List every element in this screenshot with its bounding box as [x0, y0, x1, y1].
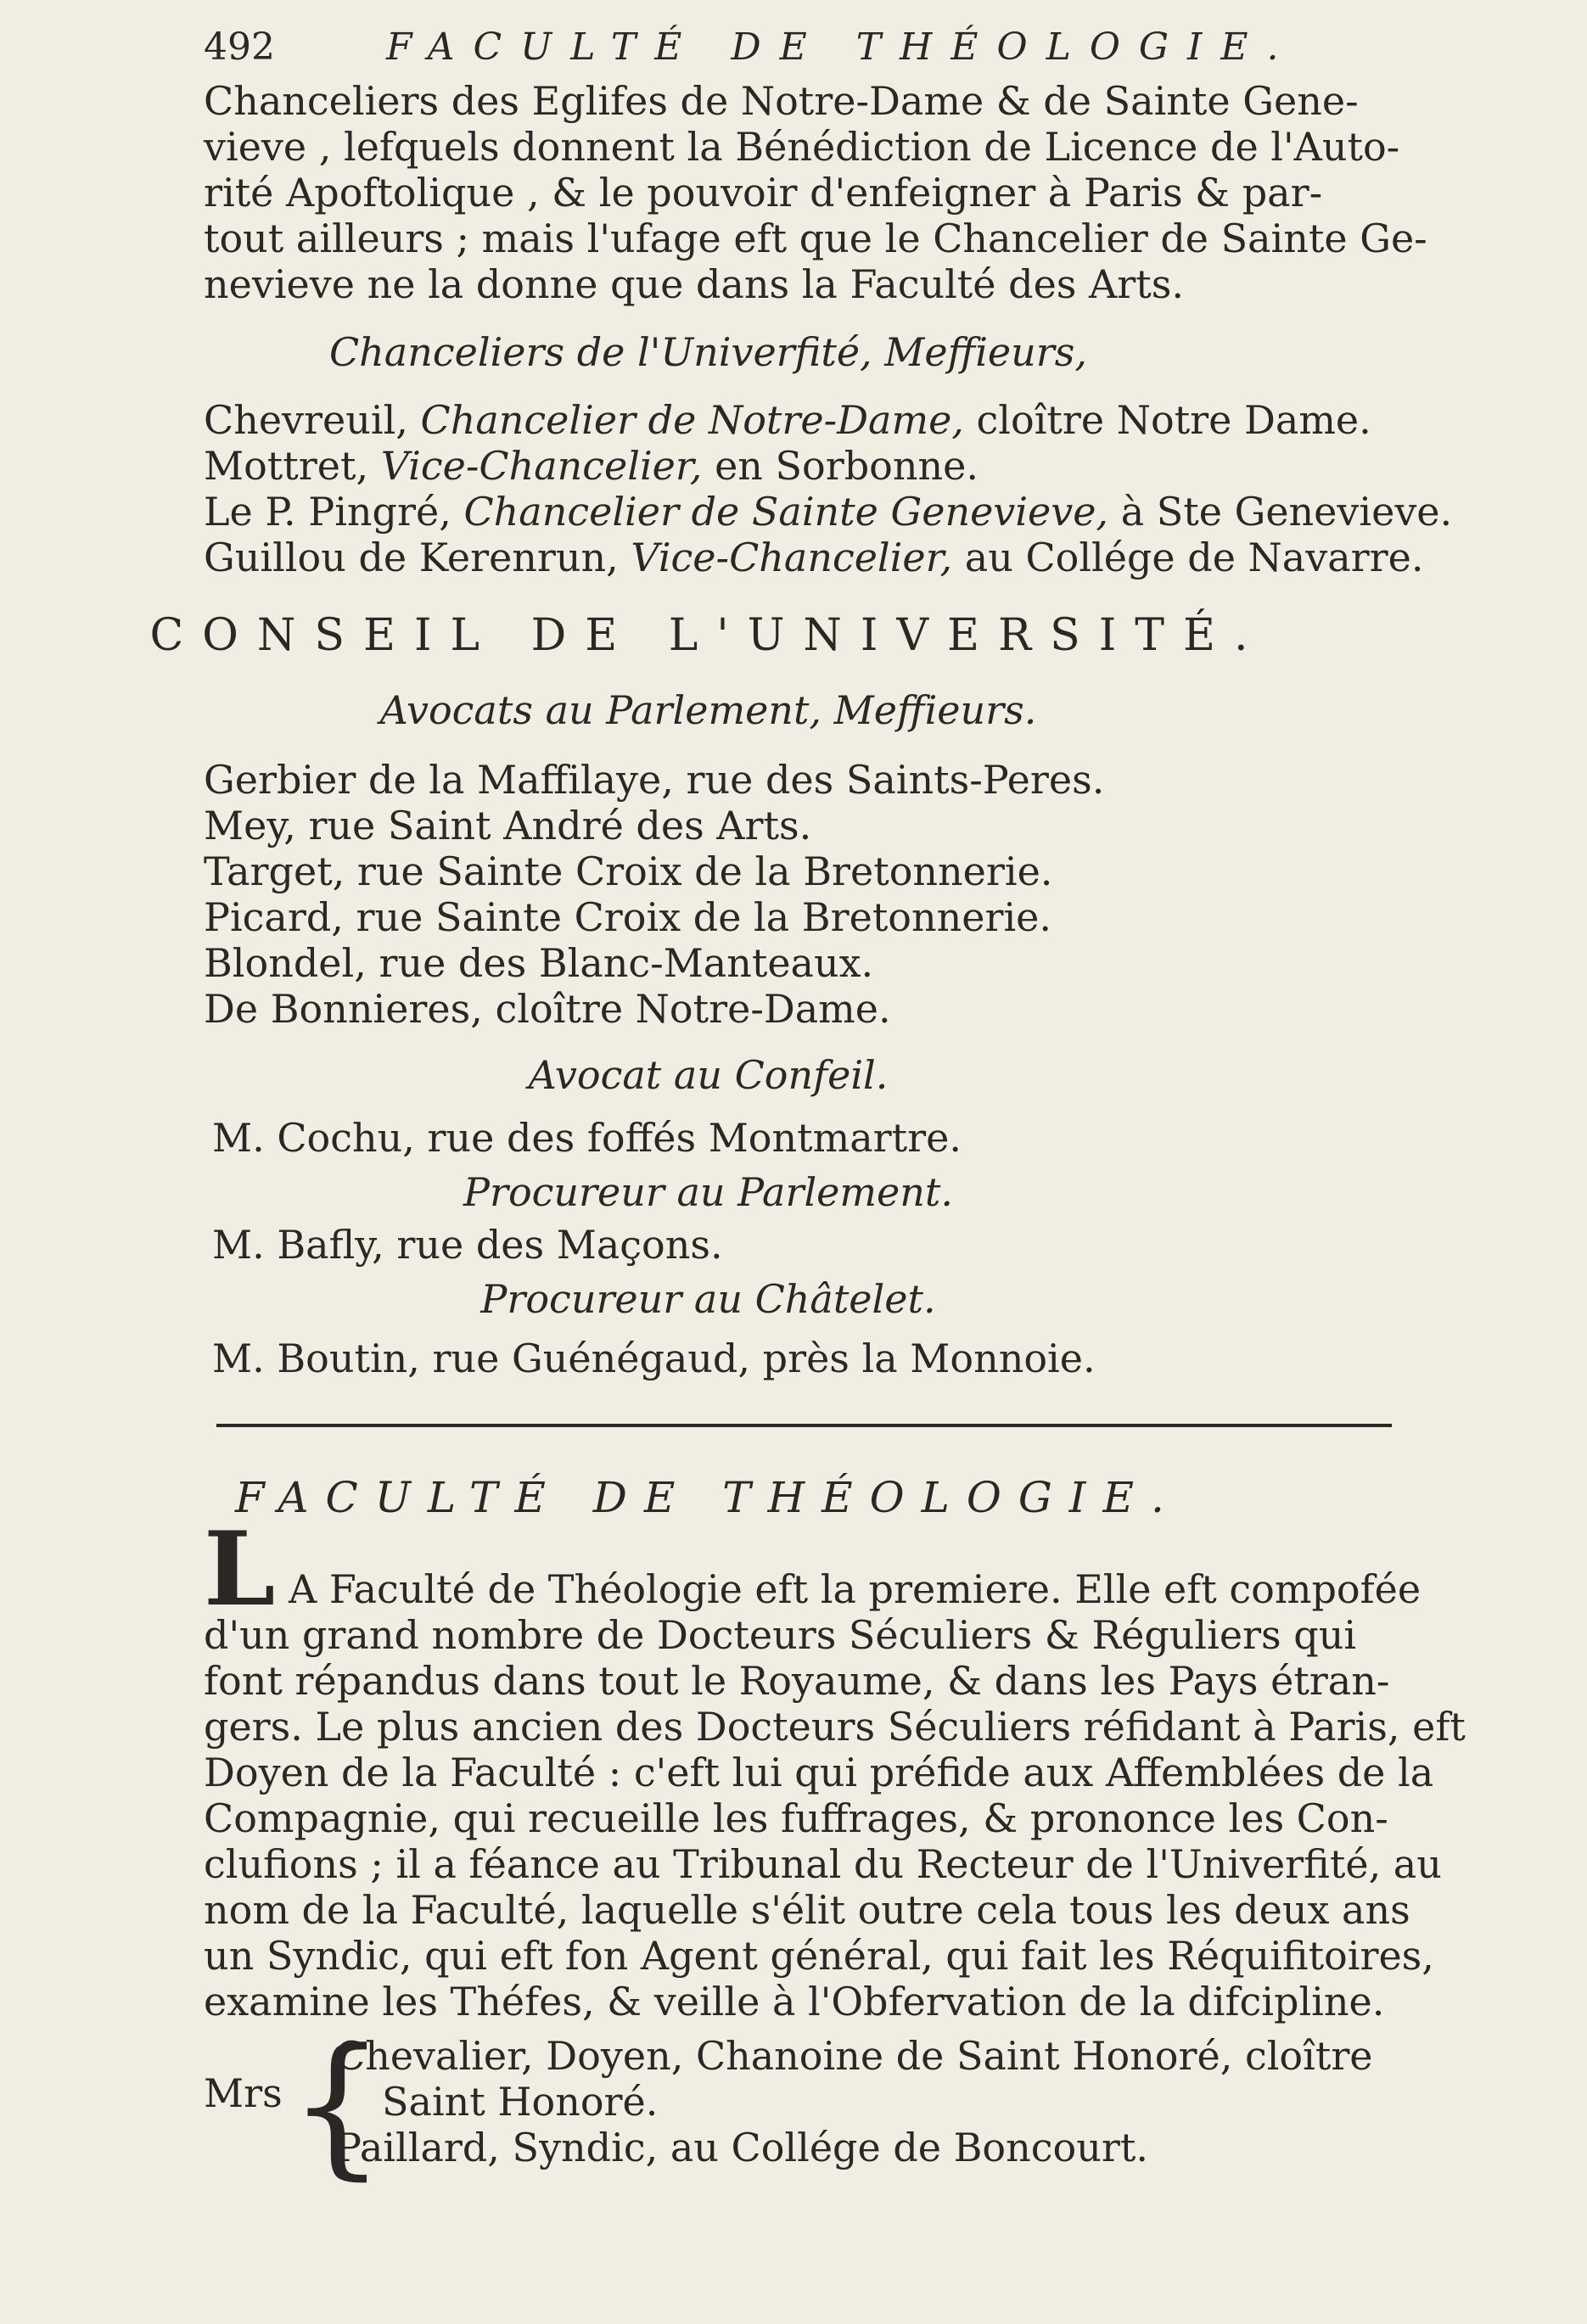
intro-line: vieve , lefquels donnent la Bénédiction de Licence de l'Auto- [204, 124, 1400, 170]
officer-line: Chevalier, Doyen, Chanoine de Saint Honoré, cloître [335, 2033, 1373, 2079]
faculte-line: un Syndic, qui eft fon Agent général, qui fait les Réquifitoires, [204, 1933, 1434, 1979]
faculte-line: examine les Théfes, & veille à l'Obfervation de la difcipline. [204, 1979, 1385, 2024]
procureur-parlement-heading: Procureur au Parlement. [463, 1169, 953, 1215]
chancelier-role: Vice-Chancelier, [380, 443, 703, 489]
faculte-line: Doyen de la Faculté : c'eft lui qui préfide aux Affemblées de la [204, 1750, 1434, 1795]
intro-line: nevieve ne la donne que dans la Faculté des Arts. [204, 261, 1184, 307]
intro-line: Chanceliers des Eglifes de Notre-Dame & de Sainte Gene- [204, 78, 1359, 124]
chancelier-entry [204, 397, 1409, 443]
avocat-entry: Mey, rue Saint André des Arts. [204, 803, 812, 848]
page-number: 492 [204, 25, 275, 69]
officer-line: Saint Honoré. [382, 2079, 659, 2125]
brace-icon: { [289, 2017, 386, 2194]
section-divider [216, 1424, 1392, 1427]
chancelier-place: en Sorbonne. [715, 443, 979, 489]
procureur-parlement-entry: M. Bafly, rue des Maçons. [212, 1222, 723, 1268]
chancelier-role: Vice-Chancelier, [631, 535, 953, 580]
faculte-line: clufions ; il a féance au Tribunal du Recteur de l'Univerfité, au [204, 1841, 1442, 1887]
chancelier-name: Mottret, [204, 443, 369, 489]
avocats-heading: Avocats au Parlement, Meffieurs. [379, 687, 1037, 733]
officer-line: Paillard, Syndic, au Collége de Boncourt. [335, 2125, 1148, 2170]
chanceliers-heading: Chanceliers de l'Univerfité, Meffieurs, [328, 329, 1087, 375]
chancelier-entry [204, 489, 1453, 535]
mrs-label: Mrs [204, 2070, 283, 2116]
avocat-entry: Gerbier de la Maffilaye, rue des Saints-Peres. [204, 757, 1105, 803]
procureur-chatelet-entry: M. Boutin, rue Guénégaud, près la Monnoie. [212, 1336, 1096, 1381]
procureur-chatelet-heading: Procureur au Châtelet. [480, 1276, 936, 1322]
chancelier-name: Guillou de Kerenrun, [204, 535, 619, 580]
avocat-entry: Blondel, rue des Blanc-Manteaux. [204, 940, 874, 986]
chancelier-place: cloître Notre Dame. [976, 397, 1371, 443]
chancelier-entry [204, 443, 1409, 489]
chancelier-place: à Ste Genevieve. [1120, 489, 1453, 535]
conseil-heading: CONSEIL DE L'UNIVERSITÉ. [149, 610, 1267, 661]
chancelier-entry [204, 535, 1424, 580]
faculte-heading: FACULTÉ DE THÉOLOGIE. [235, 1473, 1181, 1522]
faculte-line: gers. Le plus ancien des Docteurs Séculiers réfidant à Paris, eft [204, 1704, 1466, 1750]
faculte-line: d'un grand nombre de Docteurs Séculiers & Réguliers qui [204, 1612, 1357, 1658]
avocat-conseil-heading: Avocat au Confeil. [528, 1052, 889, 1098]
chancelier-name: Le P. Pingré, [204, 489, 451, 535]
avocat-entry: De Bonnieres, cloître Notre-Dame. [204, 986, 891, 1032]
intro-line: rité Apoftolique , & le pouvoir d'enfeigner à Paris & par- [204, 170, 1323, 216]
faculte-line: Compagnie, qui recueille les fuffrages, & prononce les Con- [204, 1795, 1388, 1841]
avocat-conseil-entry: M. Cochu, rue des foffés Montmartre. [212, 1115, 962, 1161]
chancelier-role: Chancelier de Notre-Dame, [420, 397, 964, 443]
running-title: FACULTÉ DE THÉOLOGIE. [386, 25, 1298, 69]
faculte-line: A Faculté de Théologie eft la premiere. Elle eft compofée [289, 1566, 1422, 1612]
intro-line: tout ailleurs ; mais l'ufage eft que le Chancelier de Sainte Ge- [204, 216, 1427, 261]
chancelier-name: Chevreuil, [204, 397, 408, 443]
drop-cap: L [204, 1509, 276, 1629]
chancelier-role: Chancelier de Sainte Genevieve, [463, 489, 1109, 535]
chancelier-place: au Collége de Navarre. [964, 535, 1424, 580]
faculte-line: font répandus dans tout le Royaume, & dans les Pays étran- [204, 1658, 1390, 1704]
avocat-entry: Picard, rue Sainte Croix de la Bretonnerie. [204, 894, 1052, 940]
avocat-entry: Target, rue Sainte Croix de la Bretonnerie. [204, 848, 1053, 894]
faculte-line: nom de la Faculté, laquelle s'élit outre cela tous les deux ans [204, 1887, 1410, 1933]
